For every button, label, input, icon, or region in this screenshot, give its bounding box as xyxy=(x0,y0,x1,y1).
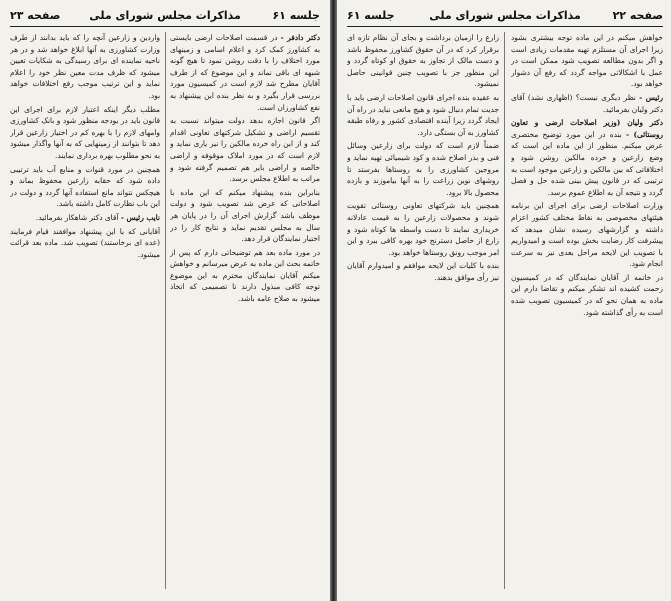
paragraph-text: زارع را ازمیان برداشت و بجای آن نظام تازه ای برقرار کرد که در آن حقوق کشاورز محفوظ باشد و دست مالک از تجاوز به حقوق او کوتاه گردد و این منظور جز با تصویب چنین قوانینی حاصل نمیشود. xyxy=(347,33,499,89)
paragraph-text: در قسمت اصلاحات ارضی بایستی به کشاورز کمک کرد و اعلام اسامی و زمینهای مورد اختلاف را با دقت روشن نمود تا هیچ گونه شبهه ای باقی نماند و این موضوع که از طرف آقایان مطرح شد لازم است در کمیسیون مورد بررسی قرار بگیرد و به نظر بنده این پیشنهاد به نفع کشاورزان است. xyxy=(170,33,320,112)
paragraph-text: در مورد ماده بعد هم توضیحاتی دارم که پس از خاتمه بحث این ماده به عرض میرسانم و خواهش میکنم آقایان نمایندگان محترم به این موضوع توجه کافی مبذول دارند تا تصمیمی که اتخاذ میشود به صلاح عامه باشد. xyxy=(170,247,320,304)
paragraph-text: بنابراین بنده پیشنهاد میکنم که این ماده با اصلاحاتی که عرض شد تصویب شود و دولت موظف باشد گزارش اجرای آن را در پایان هر سال به مجلس تقدیم نماید و نتایج کار را در اختیار نمایندگان قرار دهد. xyxy=(170,187,320,244)
speaker-name: دکتر دادفر - xyxy=(280,33,320,42)
paragraph xyxy=(511,32,663,90)
paragraph xyxy=(10,212,160,224)
paragraph xyxy=(170,187,320,245)
text-column-right xyxy=(170,32,320,591)
paragraph-text: بنده با کلیات این لایحه موافقم و امیدوارم آقایان نیز رأی موافق بدهند. xyxy=(347,261,499,282)
column-divider xyxy=(504,32,505,589)
paragraph xyxy=(347,92,499,138)
paragraph xyxy=(170,115,320,185)
paragraph xyxy=(347,260,499,283)
text-column-left xyxy=(10,32,160,591)
paragraph-text: نظر دیگری نیست؟ (اظهاری نشد) آقای دکتر ولیان بفرمائید. xyxy=(511,92,663,114)
left-page xyxy=(0,0,330,601)
column-divider xyxy=(165,32,166,589)
paragraph-text: به عقیده بنده اجرای قانون اصلاحات ارضی باید با جدیت تمام دنبال شود و هیچ مانعی نباید در راه آن ایجاد گردد زیرا آینده اقتصادی کشور و رفاه طبقه کشاورز به آن بستگی دارد. xyxy=(347,92,499,137)
paragraph-text: بنده در این مورد توضیح مختصری عرض میکنم. منظور از این ماده این است که وضع زارعین و خرده مالکین روشن شود و اختلافاتی که بین مالکین و زارعین موجود است به ترتیبی که در قانون پیش بینی شده حل و فصل گردد و نتیجه آن به اطلاع عموم برسد. xyxy=(511,129,663,197)
paragraph xyxy=(347,200,499,258)
paragraph-text: ضمناً لازم است که دولت برای زارعین وسائل فنی و بذر اصلاح شده و کود شیمیائی تهیه نماید و مروجین کشاورزی را به روستاها بفرستد تا روشهای نوین زراعت را به آنها بیاموزند و بازده محصول بالا برود. xyxy=(347,141,499,197)
paragraph xyxy=(10,164,160,210)
running-title: مذاکرات مجلس شورای ملی xyxy=(429,9,581,22)
right-page xyxy=(337,0,671,601)
paragraph-text: خواهش میکنم در این ماده توجه بیشتری بشود زیرا اجرای آن مستلزم تهیه مقدمات زیادی است و اگر بدون مطالعه تصویب شود ممکن است در عمل با اشکالاتی مواجه گردد که رفع آن دشوار خواهد بود. xyxy=(511,33,663,89)
book-gutter xyxy=(330,0,337,601)
paragraph-text: در خاتمه از آقایان نمایندگان که در کمیسیون زحمت کشیده اند تشکر میکنم و تقاضا دارم این ماده به همان نحو که در کمیسیون تصویب شده است به رأی گذاشته شود. xyxy=(511,272,663,317)
paragraph-text: همچنین باید شرکتهای تعاونی روستائی تقویت شوند و محصولات زارعین را به قیمت عادلانه خریداری نمایند تا دست واسطه ها کوتاه شود و زارع از حاصل دسترنج خود بهره کافی ببرد و این امر موجب رونق روستاها خواهد بود. xyxy=(347,201,499,257)
paragraph xyxy=(347,32,499,90)
session-label: جلسه ۶۱ xyxy=(272,9,320,22)
paragraph-text: مطلب دیگر اینکه اعتبار لازم برای اجرای این قانون باید در بودجه منظور شود و بانک کشاورزی وامهای لازم را با بهره کم در اختیار زارعین قرار دهد تا بتوانند از زمینهایی که به آنها واگذار میشود به نحو مطلوب بهره برداری نمایند. xyxy=(10,104,160,160)
page-number: صفحه ۲۳ xyxy=(10,9,61,22)
speaker-name: رئیس - xyxy=(639,92,663,102)
paragraph xyxy=(511,117,663,198)
paragraph xyxy=(511,272,663,318)
text-column-right xyxy=(511,32,663,591)
paragraph-text: واردین و زارعین آنچه را که باید بدانند از طرف وزارت کشاورزی به آنها ابلاغ خواهد شد و در هر ناحیه نماینده ای برای رسیدگی به شکایات تعیین میشود که ظرف مدت معین نظر خود را اعلام نماید و این ترتیب موجب رفع اختلافات خواهد بود. xyxy=(10,33,160,100)
paragraph xyxy=(10,226,160,261)
text-column-left xyxy=(347,32,499,591)
paragraph xyxy=(170,32,320,113)
paragraph-text: آقای دکتر شاهکار بفرمائید. xyxy=(35,212,119,222)
page-header xyxy=(347,6,663,27)
speaker-name: نایب رئیس - xyxy=(120,212,160,222)
paragraph xyxy=(511,92,663,115)
paragraph xyxy=(10,32,160,102)
paragraph-text: همچنین در مورد قنوات و منابع آب باید ترتیبی داده شود که حقابه زارعین محفوظ بماند و هیچکس نتواند مانع استفاده آنها گردد و دولت در این باب نظارت کامل داشته باشد. xyxy=(10,164,160,209)
paragraph xyxy=(511,200,663,270)
speaker-name: دکتر ولیان (وزیر اصلاحات ارضی و تعاون روستائی) - xyxy=(511,118,663,139)
paragraph-text: اگر قانون اجازه بدهد دولت میتواند نسبت به تقسیم اراضی و تشکیل شرکتهای تعاونی اقدام کند و از این راه خرده مالکین را نیز یاری نماید و لازم است که در مورد املاک موقوفه و اراضی خالصه و اراضی بایر هم تصمیم گرفته شود و مراتب به اطلاع مجلس برسد. xyxy=(170,116,320,184)
paragraph-text: وزارت اصلاحات ارضی برای اجرای این برنامه هیئتهای مخصوصی به نقاط مختلف کشور اعزام داشته و گزارشهای رسیده نشان میدهد که پیشرفت کار رضایت بخش بوده است و امیدواریم با تصویب این لایحه مراحل بعدی نیز به سرعت انجام شود. xyxy=(511,201,663,269)
page-number: صفحه ۲۲ xyxy=(612,9,663,22)
session-label: جلسه ۶۱ xyxy=(347,9,395,22)
paragraph xyxy=(170,247,320,305)
page-header xyxy=(10,6,320,27)
paragraph-text: آقایانی که با این پیشنهاد موافقند قیام فرمایند (عده ای برخاستند) تصویب شد. ماده بعد قرائت میشود. xyxy=(10,226,160,259)
paragraph xyxy=(10,104,160,162)
paragraph xyxy=(347,140,499,198)
running-title: مذاکرات مجلس شورای ملی xyxy=(89,9,241,22)
